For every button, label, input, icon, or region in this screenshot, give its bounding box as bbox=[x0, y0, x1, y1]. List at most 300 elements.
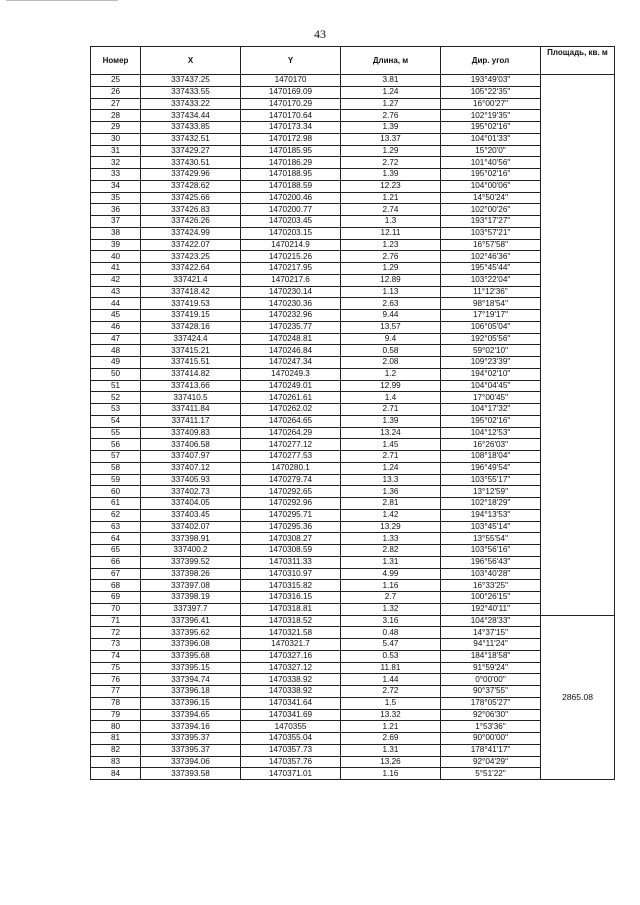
table-row bbox=[91, 615, 615, 627]
cell-number: 74 bbox=[91, 650, 141, 662]
cell-number: 45 bbox=[91, 310, 141, 322]
cell-y: 1470277.12 bbox=[241, 439, 341, 451]
cell-x: 337426.26 bbox=[141, 216, 241, 228]
table-row bbox=[91, 380, 615, 392]
table-row bbox=[91, 509, 615, 521]
cell-direction-angle: 106°05'04" bbox=[441, 321, 541, 333]
cell-length: 1.27 bbox=[341, 98, 441, 110]
cell-y: 1470261.61 bbox=[241, 392, 341, 404]
cell-y: 1470230.36 bbox=[241, 298, 341, 310]
cell-x: 337433.85 bbox=[141, 122, 241, 134]
cell-y: 1470316.15 bbox=[241, 592, 341, 604]
cell-direction-angle: 90°37'55" bbox=[441, 686, 541, 698]
cell-direction-angle: 109°23'39" bbox=[441, 357, 541, 369]
cell-x: 337395.62 bbox=[141, 627, 241, 639]
header-x: X bbox=[141, 47, 241, 75]
cell-length: 1.29 bbox=[341, 145, 441, 157]
cell-x: 337430.51 bbox=[141, 157, 241, 169]
cell-direction-angle: 104°04'45" bbox=[441, 380, 541, 392]
cell-number: 70 bbox=[91, 603, 141, 615]
table-row bbox=[91, 768, 615, 780]
cell-y: 1470264.29 bbox=[241, 427, 341, 439]
cell-length: 2.76 bbox=[341, 110, 441, 122]
header-number: Номер bbox=[91, 47, 141, 75]
cell-direction-angle: 192°40'11" bbox=[441, 603, 541, 615]
cell-length: 2.81 bbox=[341, 498, 441, 510]
table-row bbox=[91, 697, 615, 709]
cell-direction-angle: 101°40'56" bbox=[441, 157, 541, 169]
cell-number: 39 bbox=[91, 239, 141, 251]
cell-direction-angle: 16°33'25" bbox=[441, 580, 541, 592]
cell-length: 2.7 bbox=[341, 592, 441, 604]
cell-direction-angle: 13°12'59" bbox=[441, 486, 541, 498]
table-row bbox=[91, 392, 615, 404]
cell-y: 1470215.26 bbox=[241, 251, 341, 263]
cell-length: 13.32 bbox=[341, 709, 441, 721]
cell-number: 48 bbox=[91, 345, 141, 357]
table-row bbox=[91, 545, 615, 557]
table-row bbox=[91, 474, 615, 486]
cell-y: 1470341.64 bbox=[241, 697, 341, 709]
cell-number: 31 bbox=[91, 145, 141, 157]
table-row bbox=[91, 110, 615, 122]
cell-area: 2865.08 bbox=[541, 615, 615, 780]
cell-direction-angle: 0°00'00" bbox=[441, 674, 541, 686]
cell-direction-angle: 98°18'54" bbox=[441, 298, 541, 310]
cell-y: 1470203.15 bbox=[241, 227, 341, 239]
cell-direction-angle: 104°17'32" bbox=[441, 404, 541, 416]
table-row bbox=[91, 310, 615, 322]
cell-number: 44 bbox=[91, 298, 141, 310]
cell-direction-angle: 103°45'14" bbox=[441, 521, 541, 533]
cell-x: 337428.16 bbox=[141, 321, 241, 333]
cell-y: 1470315.82 bbox=[241, 580, 341, 592]
cell-number: 53 bbox=[91, 404, 141, 416]
cell-length: 12.89 bbox=[341, 274, 441, 286]
cell-length: 1.4 bbox=[341, 392, 441, 404]
cell-length: 1.29 bbox=[341, 263, 441, 275]
table-body bbox=[91, 75, 615, 780]
cell-number: 68 bbox=[91, 580, 141, 592]
page-number: 43 bbox=[314, 27, 326, 41]
cell-length: 13.24 bbox=[341, 427, 441, 439]
cell-x: 337429.96 bbox=[141, 169, 241, 181]
cell-length: 13.37 bbox=[341, 133, 441, 145]
table-row bbox=[91, 133, 615, 145]
header-direction-angle: Дир. угол bbox=[441, 47, 541, 75]
table-row bbox=[91, 556, 615, 568]
cell-direction-angle: 178°41'17" bbox=[441, 744, 541, 756]
cell-y: 1470341.69 bbox=[241, 709, 341, 721]
cell-x: 337414.82 bbox=[141, 368, 241, 380]
cell-length: 1.39 bbox=[341, 169, 441, 181]
table-row bbox=[91, 603, 615, 615]
cell-x: 337395.68 bbox=[141, 650, 241, 662]
cell-x: 337434.44 bbox=[141, 110, 241, 122]
cell-y: 1470246.84 bbox=[241, 345, 341, 357]
cell-number: 66 bbox=[91, 556, 141, 568]
cell-length: 11.81 bbox=[341, 662, 441, 674]
cell-length: 2.71 bbox=[341, 451, 441, 463]
cell-x: 337399.52 bbox=[141, 556, 241, 568]
table-row bbox=[91, 733, 615, 745]
cell-x: 337400.2 bbox=[141, 545, 241, 557]
table-row bbox=[91, 650, 615, 662]
table-row bbox=[91, 345, 615, 357]
cell-length: 3.81 bbox=[341, 75, 441, 87]
cell-direction-angle: 108°18'04" bbox=[441, 451, 541, 463]
table-row bbox=[91, 498, 615, 510]
cell-number: 30 bbox=[91, 133, 141, 145]
cell-number: 28 bbox=[91, 110, 141, 122]
cell-direction-angle: 196°56'43" bbox=[441, 556, 541, 568]
cell-number: 76 bbox=[91, 674, 141, 686]
cell-number: 59 bbox=[91, 474, 141, 486]
cell-direction-angle: 104°28'33" bbox=[441, 615, 541, 627]
table-row bbox=[91, 427, 615, 439]
table-row bbox=[91, 357, 615, 369]
cell-y: 1470264.65 bbox=[241, 415, 341, 427]
cell-x: 337419.53 bbox=[141, 298, 241, 310]
cell-number: 71 bbox=[91, 615, 141, 627]
cell-length: 1.44 bbox=[341, 674, 441, 686]
cell-number: 69 bbox=[91, 592, 141, 604]
cell-y: 1470295.36 bbox=[241, 521, 341, 533]
cell-y: 1470185.95 bbox=[241, 145, 341, 157]
cell-direction-angle: 102°46'36" bbox=[441, 251, 541, 263]
cell-y: 1470230.14 bbox=[241, 286, 341, 298]
cell-y: 1470248.81 bbox=[241, 333, 341, 345]
cell-number: 79 bbox=[91, 709, 141, 721]
cell-y: 1470262.02 bbox=[241, 404, 341, 416]
table-row bbox=[91, 580, 615, 592]
table-row bbox=[91, 169, 615, 181]
cell-direction-angle: 11°12'36" bbox=[441, 286, 541, 298]
cell-x: 337407.97 bbox=[141, 451, 241, 463]
cell-number: 84 bbox=[91, 768, 141, 780]
cell-direction-angle: 193°17'27" bbox=[441, 216, 541, 228]
table-row bbox=[91, 568, 615, 580]
cell-direction-angle: 15°20'0" bbox=[441, 145, 541, 157]
table-row bbox=[91, 263, 615, 275]
cell-number: 46 bbox=[91, 321, 141, 333]
cell-length: 1.42 bbox=[341, 509, 441, 521]
cell-length: 1.36 bbox=[341, 486, 441, 498]
cell-y: 1470200.77 bbox=[241, 204, 341, 216]
cell-y: 1470327.12 bbox=[241, 662, 341, 674]
cell-x: 337413.66 bbox=[141, 380, 241, 392]
cell-length: 1.5 bbox=[341, 697, 441, 709]
cell-number: 33 bbox=[91, 169, 141, 181]
header-y: Y bbox=[241, 47, 341, 75]
cell-number: 25 bbox=[91, 75, 141, 87]
table-row bbox=[91, 439, 615, 451]
cell-number: 29 bbox=[91, 122, 141, 134]
cell-direction-angle: 16°26'03" bbox=[441, 439, 541, 451]
cell-direction-angle: 195°02'16" bbox=[441, 169, 541, 181]
cell-direction-angle: 1°53'36" bbox=[441, 721, 541, 733]
table-row bbox=[91, 756, 615, 768]
cell-number: 58 bbox=[91, 462, 141, 474]
cell-number: 73 bbox=[91, 639, 141, 651]
cell-y: 1470321.7 bbox=[241, 639, 341, 651]
cell-length: 0.58 bbox=[341, 345, 441, 357]
cell-length: 1.39 bbox=[341, 415, 441, 427]
table-row bbox=[91, 286, 615, 298]
cell-x: 337394.65 bbox=[141, 709, 241, 721]
cell-y: 1470280.1 bbox=[241, 462, 341, 474]
cell-x: 337425.66 bbox=[141, 192, 241, 204]
cell-direction-angle: 104°12'53" bbox=[441, 427, 541, 439]
cell-direction-angle: 5°51'22" bbox=[441, 768, 541, 780]
cell-length: 5.47 bbox=[341, 639, 441, 651]
cell-direction-angle: 196°49'54" bbox=[441, 462, 541, 474]
cell-y: 1470186.29 bbox=[241, 157, 341, 169]
cell-direction-angle: 104°01'33" bbox=[441, 133, 541, 145]
cell-x: 337398.19 bbox=[141, 592, 241, 604]
cell-number: 50 bbox=[91, 368, 141, 380]
cell-x: 337422.07 bbox=[141, 239, 241, 251]
cell-x: 337406.58 bbox=[141, 439, 241, 451]
cell-y: 1470338.92 bbox=[241, 674, 341, 686]
cell-x: 337393.58 bbox=[141, 768, 241, 780]
cell-length: 1.21 bbox=[341, 192, 441, 204]
cell-direction-angle: 103°56'16" bbox=[441, 545, 541, 557]
cell-y: 1470355.04 bbox=[241, 733, 341, 745]
cell-y: 1470279.74 bbox=[241, 474, 341, 486]
cell-length: 2.71 bbox=[341, 404, 441, 416]
cell-number: 32 bbox=[91, 157, 141, 169]
table-row bbox=[91, 239, 615, 251]
coordinates-table bbox=[90, 46, 615, 780]
cell-direction-angle: 194°13'53" bbox=[441, 509, 541, 521]
cell-length: 12.11 bbox=[341, 227, 441, 239]
table-row bbox=[91, 86, 615, 98]
cell-length: 1.32 bbox=[341, 603, 441, 615]
cell-y: 1470308.59 bbox=[241, 545, 341, 557]
cell-number: 49 bbox=[91, 357, 141, 369]
cell-direction-angle: 195°02'16" bbox=[441, 415, 541, 427]
cell-direction-angle: 194°02'10" bbox=[441, 368, 541, 380]
cell-direction-angle: 102°19'35" bbox=[441, 110, 541, 122]
cell-y: 1470277.53 bbox=[241, 451, 341, 463]
cell-x: 337394.16 bbox=[141, 721, 241, 733]
cell-number: 55 bbox=[91, 427, 141, 439]
cell-y: 1470200.46 bbox=[241, 192, 341, 204]
cell-length: 0.48 bbox=[341, 627, 441, 639]
cell-number: 72 bbox=[91, 627, 141, 639]
cell-x: 337404.05 bbox=[141, 498, 241, 510]
cell-x: 337411.17 bbox=[141, 415, 241, 427]
cell-number: 82 bbox=[91, 744, 141, 756]
cell-x: 337398.91 bbox=[141, 533, 241, 545]
cell-direction-angle: 100°26'15" bbox=[441, 592, 541, 604]
cell-length: 2.76 bbox=[341, 251, 441, 263]
cell-y: 1470295.71 bbox=[241, 509, 341, 521]
cell-direction-angle: 193°49'03" bbox=[441, 75, 541, 87]
cell-length: 2.82 bbox=[341, 545, 441, 557]
cell-y: 1470247.34 bbox=[241, 357, 341, 369]
cell-area-blank bbox=[541, 75, 615, 616]
cell-direction-angle: 17°19'17" bbox=[441, 310, 541, 322]
cell-x: 337403.45 bbox=[141, 509, 241, 521]
table-row bbox=[91, 122, 615, 134]
cell-number: 51 bbox=[91, 380, 141, 392]
cell-direction-angle: 178°05'27" bbox=[441, 697, 541, 709]
table-row bbox=[91, 744, 615, 756]
cell-y: 1470173.34 bbox=[241, 122, 341, 134]
table-row bbox=[91, 404, 615, 416]
table-row bbox=[91, 75, 615, 87]
cell-number: 40 bbox=[91, 251, 141, 263]
cell-x: 337402.73 bbox=[141, 486, 241, 498]
cell-direction-angle: 103°57'21" bbox=[441, 227, 541, 239]
cell-number: 47 bbox=[91, 333, 141, 345]
cell-number: 38 bbox=[91, 227, 141, 239]
cell-direction-angle: 102°00'26" bbox=[441, 204, 541, 216]
cell-length: 13.29 bbox=[341, 521, 441, 533]
cell-number: 63 bbox=[91, 521, 141, 533]
cell-length: 2.63 bbox=[341, 298, 441, 310]
table-row bbox=[91, 98, 615, 110]
cell-y: 1470292.65 bbox=[241, 486, 341, 498]
table-row bbox=[91, 180, 615, 192]
cell-direction-angle: 14°50'24" bbox=[441, 192, 541, 204]
cell-number: 41 bbox=[91, 263, 141, 275]
cell-x: 337396.15 bbox=[141, 697, 241, 709]
cell-length: 1.24 bbox=[341, 462, 441, 474]
cell-y: 1470232.96 bbox=[241, 310, 341, 322]
cell-number: 83 bbox=[91, 756, 141, 768]
cell-y: 1470371.01 bbox=[241, 768, 341, 780]
cell-length: 1.2 bbox=[341, 368, 441, 380]
cell-y: 1470321.58 bbox=[241, 627, 341, 639]
cell-length: 0.53 bbox=[341, 650, 441, 662]
cell-number: 36 bbox=[91, 204, 141, 216]
cell-y: 1470203.45 bbox=[241, 216, 341, 228]
cell-direction-angle: 94°11'24" bbox=[441, 639, 541, 651]
cell-length: 13.26 bbox=[341, 756, 441, 768]
table-row bbox=[91, 157, 615, 169]
cell-number: 62 bbox=[91, 509, 141, 521]
cell-y: 1470235.77 bbox=[241, 321, 341, 333]
cell-y: 1470357.73 bbox=[241, 744, 341, 756]
table-row bbox=[91, 145, 615, 157]
cell-x: 337423.25 bbox=[141, 251, 241, 263]
cell-direction-angle: 90°00'00" bbox=[441, 733, 541, 745]
cell-length: 1.39 bbox=[341, 122, 441, 134]
cell-length: 2.08 bbox=[341, 357, 441, 369]
table-row bbox=[91, 415, 615, 427]
table-row bbox=[91, 333, 615, 345]
cell-number: 64 bbox=[91, 533, 141, 545]
cell-direction-angle: 91°59'24" bbox=[441, 662, 541, 674]
cell-number: 43 bbox=[91, 286, 141, 298]
table-row bbox=[91, 368, 615, 380]
cell-number: 57 bbox=[91, 451, 141, 463]
cell-y: 1470217.95 bbox=[241, 263, 341, 275]
cell-direction-angle: 92°06'30" bbox=[441, 709, 541, 721]
table-row bbox=[91, 321, 615, 333]
cell-direction-angle: 105°22'35" bbox=[441, 86, 541, 98]
cell-direction-angle: 102°18'29" bbox=[441, 498, 541, 510]
cell-length: 2.69 bbox=[341, 733, 441, 745]
cell-x: 337395.37 bbox=[141, 733, 241, 745]
cell-y: 1470169.09 bbox=[241, 86, 341, 98]
cell-x: 337409.83 bbox=[141, 427, 241, 439]
cell-number: 61 bbox=[91, 498, 141, 510]
header-area: Площадь, кв. м bbox=[541, 47, 615, 75]
cell-direction-angle: 103°40'28" bbox=[441, 568, 541, 580]
cell-length: 2.74 bbox=[341, 204, 441, 216]
table-row bbox=[91, 662, 615, 674]
cell-x: 337433.55 bbox=[141, 86, 241, 98]
cell-x: 337415.51 bbox=[141, 357, 241, 369]
cell-x: 337429.27 bbox=[141, 145, 241, 157]
cell-number: 52 bbox=[91, 392, 141, 404]
cell-number: 34 bbox=[91, 180, 141, 192]
cell-x: 337396.18 bbox=[141, 686, 241, 698]
cell-direction-angle: 104°00'06" bbox=[441, 180, 541, 192]
cell-direction-angle: 195°45'44" bbox=[441, 263, 541, 275]
cell-number: 78 bbox=[91, 697, 141, 709]
cell-x: 337418.42 bbox=[141, 286, 241, 298]
cell-y: 1470249.3 bbox=[241, 368, 341, 380]
cell-length: 1.21 bbox=[341, 721, 441, 733]
cell-x: 337397.08 bbox=[141, 580, 241, 592]
cell-y: 1470355 bbox=[241, 721, 341, 733]
table-row bbox=[91, 533, 615, 545]
cell-y: 1470311.33 bbox=[241, 556, 341, 568]
cell-length: 1.45 bbox=[341, 439, 441, 451]
cell-x: 337396.41 bbox=[141, 615, 241, 627]
cell-direction-angle: 17°00'45" bbox=[441, 392, 541, 404]
cell-y: 1470170 bbox=[241, 75, 341, 87]
cell-length: 9.4 bbox=[341, 333, 441, 345]
cell-x: 337411.84 bbox=[141, 404, 241, 416]
cell-x: 337433.22 bbox=[141, 98, 241, 110]
cell-x: 337405.93 bbox=[141, 474, 241, 486]
cell-y: 1470310.97 bbox=[241, 568, 341, 580]
cell-y: 1470170.64 bbox=[241, 110, 341, 122]
cell-length: 1.13 bbox=[341, 286, 441, 298]
cell-number: 77 bbox=[91, 686, 141, 698]
table-row bbox=[91, 721, 615, 733]
cell-length: 12.99 bbox=[341, 380, 441, 392]
cell-y: 1470357.76 bbox=[241, 756, 341, 768]
cell-number: 42 bbox=[91, 274, 141, 286]
cell-direction-angle: 16°57'58" bbox=[441, 239, 541, 251]
cell-direction-angle: 103°22'04" bbox=[441, 274, 541, 286]
cell-y: 1470327.16 bbox=[241, 650, 341, 662]
cell-x: 337437.25 bbox=[141, 75, 241, 87]
cell-y: 1470318.52 bbox=[241, 615, 341, 627]
header-rule bbox=[6, 0, 118, 1]
table-row bbox=[91, 216, 615, 228]
cell-y: 1470318.81 bbox=[241, 603, 341, 615]
cell-number: 65 bbox=[91, 545, 141, 557]
cell-length: 1.31 bbox=[341, 556, 441, 568]
table-row bbox=[91, 674, 615, 686]
cell-direction-angle: 59°02'10" bbox=[441, 345, 541, 357]
cell-number: 80 bbox=[91, 721, 141, 733]
cell-x: 337424.99 bbox=[141, 227, 241, 239]
table-row bbox=[91, 251, 615, 263]
cell-number: 37 bbox=[91, 216, 141, 228]
cell-x: 337426.83 bbox=[141, 204, 241, 216]
cell-x: 337432.51 bbox=[141, 133, 241, 145]
cell-y: 1470308.27 bbox=[241, 533, 341, 545]
